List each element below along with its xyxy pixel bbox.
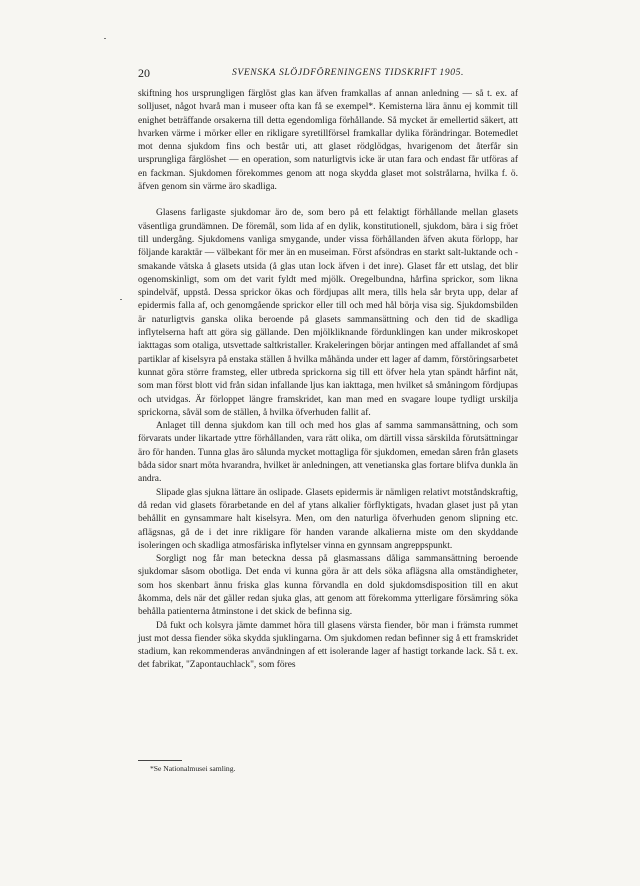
page-number: 20 <box>138 66 150 80</box>
paragraph-continued: skiftning hos ursprungligen färglöst glas kan äfven framkallas af annan anledning — så t. ex. af solljuset, något hvarå man i museer ofta kan få se exempel*. Kemisterna lära ännu ej kommit till enighet beträffande orsakerna till detta egendomliga förhållande. Så mycket är emellertid säkert, att hvarken värme i mörker eller en rikligare syretillförsel framkallar dylika förändringar. Botemedlet mot denna sjukdom fins och består uti, att glaset rödglödgas, hvarigenom det återfår sin ursprungliga färglöshet — en operation, som naturligtvis icke är utan fara och endast får utföras af en fackman. Sjukdomen förekommes genom att noga skydda glaset mot solstrålarna, hvilka f. ö. äfven genom sin värme äro skadliga. <box>138 89 518 193</box>
paragraph: Anlaget till denna sjukdom kan till och med hos glas af samma sammansättning, och som förvarats under likartade yttre förhållanden, vara rätt olika, om därtill vissa särskilda förutsättningar äro för handen. Tunna glas äro sålunda mycket mottagliga för sjukdomen, emedan såren från glasets båda sidor snart möta hvarandra, hvilket är anledningen, att venetianska glas fortare blifva dunkla än andra. <box>138 421 518 485</box>
paragraph: Glasens farligaste sjukdomar äro de, som bero på ett felaktigt förhållande mellan glasets väsentliga grundämnen. De föremål, som lida af en dylik, konstitutionell, sjukdom, bära i sig fröet till undergång. Sjukdomens vanliga smygande, under vissa förhållanden äfven akuta förlopp, har följande karaktär — välbekant för mer än en museiman. Först afsöndras en starkt salt-luktande och -smakande vätska å glasets utsida (å glas utan lock äfven i det inre). Glaset får ett utslag, det blir ogenomskinligt, som om det varit fyldt med mjölk. Oregelbundna, hårfina sprickor, som likna spindelväf, uppstå. Dessa sprickor ökas och fördjupas allt mera, tills hela sår bryta upp, delar af epidermis falla af, och genomgående sprickor eller till och med hål börja visa sig. Sjukdomsbilden är naturligtvis ganska olika beroende på glasets sammansättning och den tid de skadliga inflytelserna haft att göra sig gällande. Den mjölkliknande fördunklingen kan under mikroskopet iakttagas som otaliga, utsvettade saltkristaller. Krakeleringen börjar antingen med affallandet af små partiklar af kiselsyra på enstaka ställen å hvilka måhända under ett lager af damm, förstöringsarbetet kunnat göra större framsteg, eller utbreda sprickorna sig till ett öfver hela ytan spändt hårfint nät, som man först blott vid från sidan infallande ljus kan iakttaga, men hvilket så småningom fördjupas och utvidgas. Är förloppet längre framskridet, kan man med en svagare loupe tydligt urskilja sprickorna, såväl som de ställen, å hvilka öfverhuden fallit af. <box>138 208 518 418</box>
paragraph: Sorgligt nog får man beteckna dessa på glasmassans dåliga sammansättning beroende sjukdomar såsom obotliga. Det enda vi kunna göra är att dels söka aflägsna alla omständigheter, som hos skenbart ännu friska glas kunna förvandla en dold sjukdomsdisposition till en akut åkomma, dels när det gäller redan sjuka glas, att genom att förekomma ytterligare försämring söka behålla patienterna åtminstone i det skick de befinna sig. <box>138 554 518 618</box>
footnote: *Se Nationalmusei samling. <box>150 764 236 773</box>
paper-speck <box>120 299 122 300</box>
article-body <box>138 88 518 673</box>
page-header <box>138 66 518 80</box>
paragraph: Slipade glas sjukna lättare än oslipade. Glasets epidermis är nämligen relativt motståndskraftig, då redan vid glasets förarbetande en del af ytans alkalier förflyktigats, hvadan glaset just på ytan behållit en gynsammare halt kiselsyra. Men, om den naturliga öfverhuden genom slipning etc. aflägsnas, gå de i det inre rikligare för handen varande alkalierna miste om den skyddande isoleringen och skadliga atmosfäriska inflytelser vinna en gynnsam angreppspunkt. <box>138 487 518 551</box>
paper-speck <box>104 38 106 39</box>
running-title: SVENSKA SLÖJDFÖRENINGENS TIDSKRIFT 1905. <box>231 67 465 78</box>
paragraph: Då fukt och kolsyra jämte dammet höra till glasens värsta fiender, bör man i främsta rummet just mot dessa fiender söka skydda sjuklingarna. Om sjukdomen redan befinner sig å ett framskridet stadium, kan rekommenderas användningen af ett isolerande lager af hastigt torkande lack. Så t. ex. det fabrikat, "Zapontauchlack", som föres <box>138 620 518 671</box>
footnote-divider <box>138 760 182 761</box>
